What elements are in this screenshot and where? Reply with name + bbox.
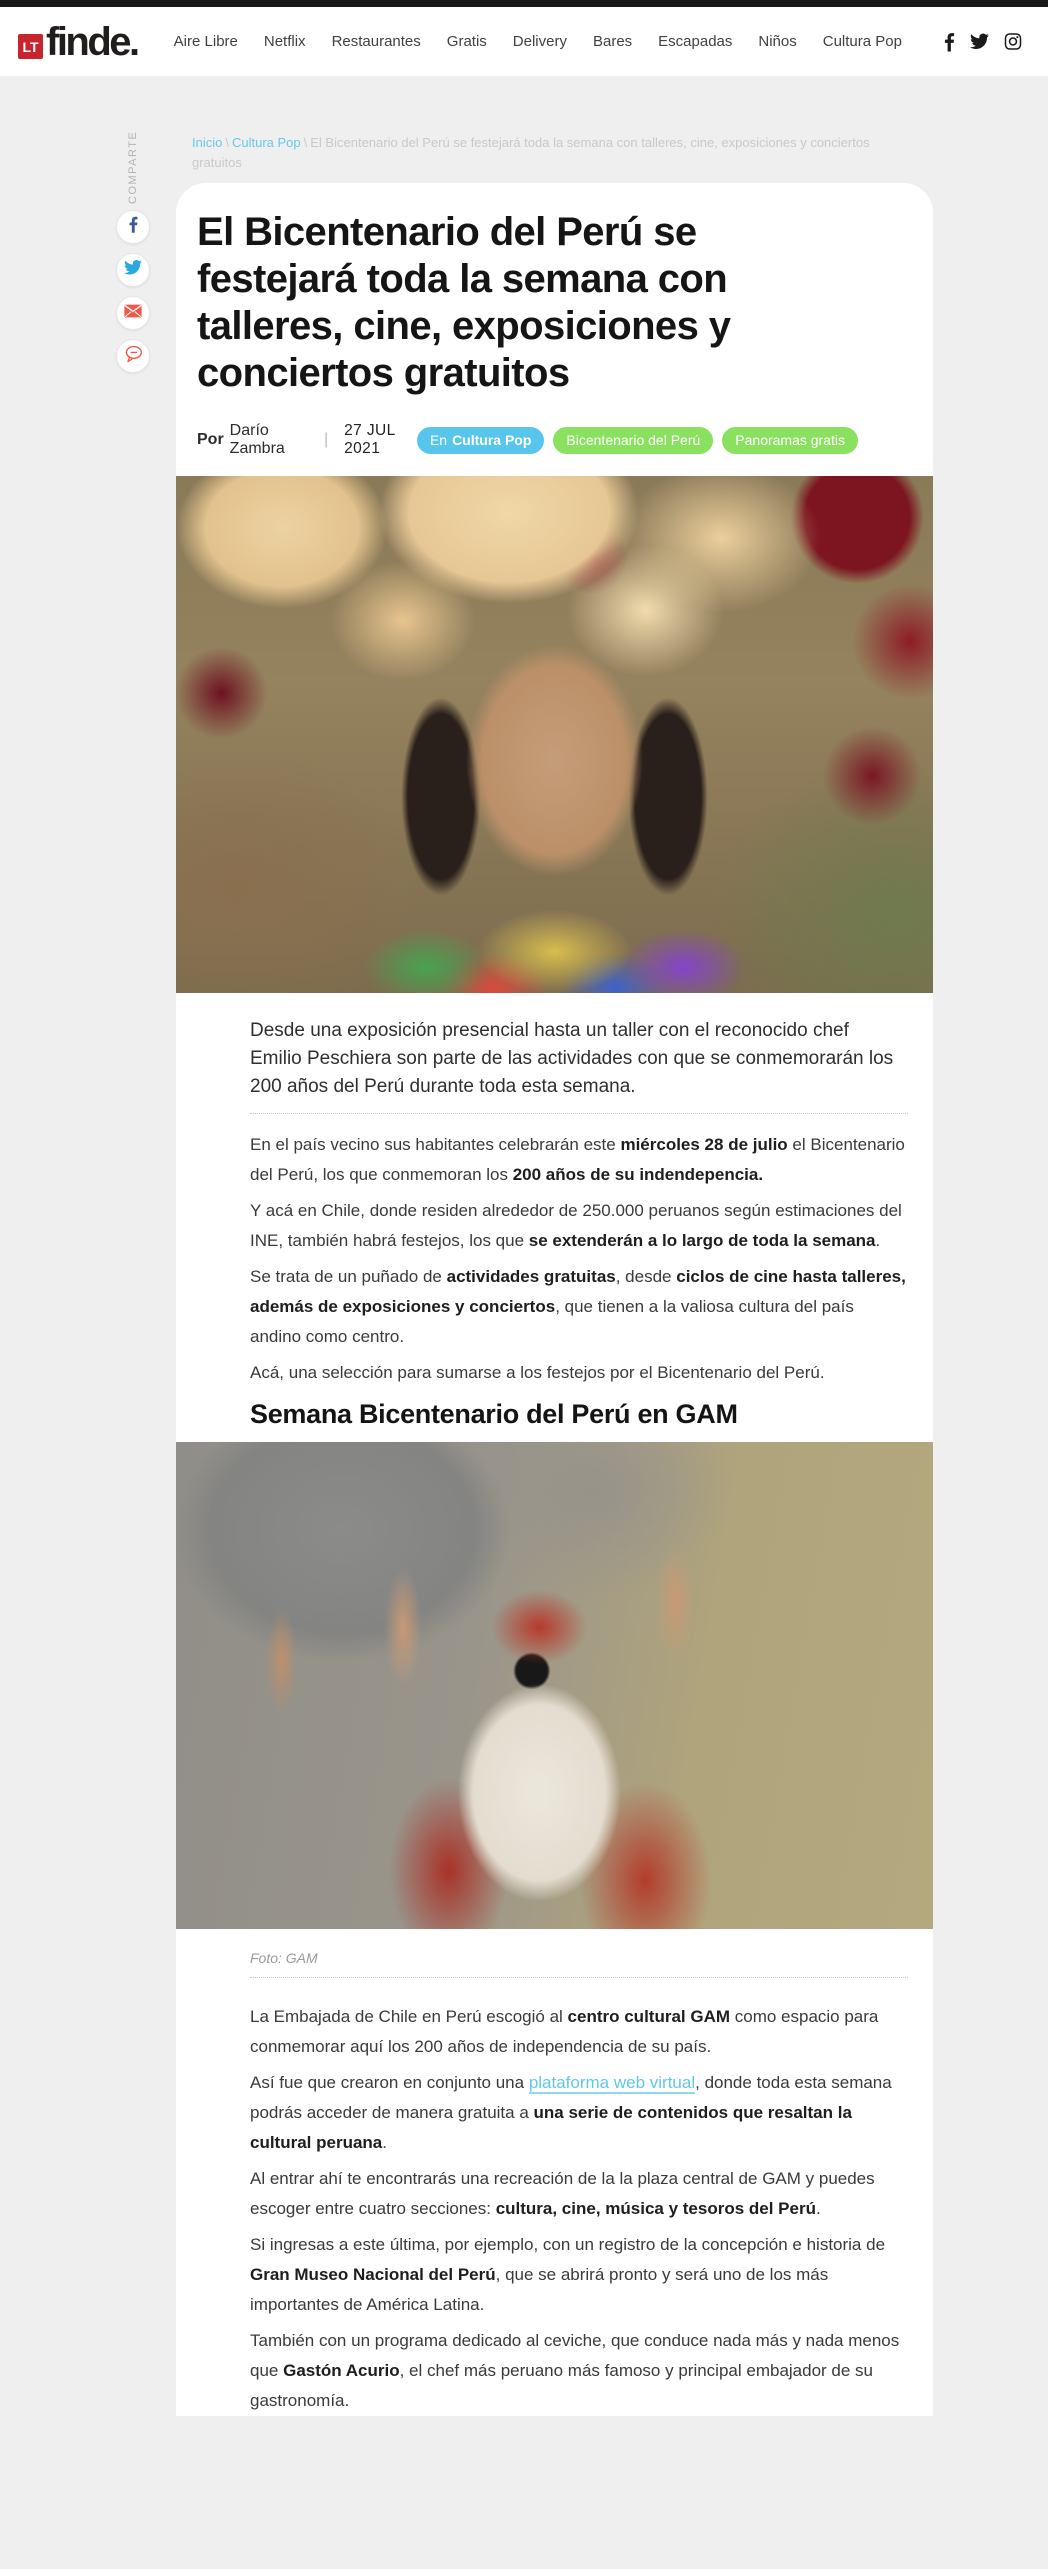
site-header	[0, 7, 1048, 76]
nav-item-ninos[interactable]: Niños	[758, 33, 797, 50]
share-facebook-button[interactable]	[116, 210, 150, 244]
byline-prefix: Por	[197, 431, 224, 448]
tag-panoramas-gratis[interactable]	[722, 427, 858, 454]
logo-wordmark: finde.	[46, 19, 138, 64]
article-paragraph	[250, 1196, 908, 1256]
article-card	[176, 183, 933, 2416]
bold-text: actividades gratuitas	[446, 1267, 616, 1286]
section-heading: Semana Bicentenario del Perú en GAM	[250, 1399, 738, 1429]
breadcrumb-separator: \	[225, 135, 229, 150]
text-segment: La Embajada de Chile en Perú escogió al	[250, 2007, 568, 2026]
twitter-icon[interactable]	[970, 34, 989, 50]
article-body-bottom	[176, 1949, 933, 2416]
article-paragraph	[250, 2326, 908, 2416]
header-social-links	[944, 32, 1022, 51]
nav-item-gratis[interactable]: Gratis	[446, 33, 487, 50]
text-segment: el Bicentenario del Perú, los que conmemoran los	[250, 1135, 905, 1184]
site-logo[interactable]	[18, 19, 138, 64]
text-segment: En el país vecino sus habitantes celebrarán este	[250, 1135, 621, 1154]
nav-item-restaurantes[interactable]: Restaurantes	[331, 33, 421, 50]
tag-label: Panoramas gratis	[735, 432, 845, 448]
article-paragraph	[250, 2068, 908, 2158]
share-twitter-button[interactable]	[116, 253, 150, 287]
breadcrumb-section-link[interactable]: Cultura Pop	[231, 135, 301, 150]
share-comment-button[interactable]	[116, 339, 150, 373]
nav-item-aire-libre[interactable]: Aire Libre	[173, 33, 238, 50]
photo-gam-dancers	[176, 1442, 933, 1929]
instagram-icon[interactable]	[1004, 33, 1022, 51]
tag-prefix: En	[429, 432, 448, 448]
breadcrumb-separator: \	[303, 135, 308, 150]
top-black-bar	[0, 0, 1048, 7]
nav-item-escapadas[interactable]: Escapadas	[658, 33, 733, 50]
photo-caption: Foto: GAM	[250, 1950, 318, 1966]
author-name[interactable]: Darío Zambra	[229, 422, 285, 457]
text-segment: , donde toda esta semana podrás acceder de manera gratuita a	[250, 2073, 892, 2122]
share-email-button[interactable]	[116, 296, 150, 330]
nav-item-delivery[interactable]: Delivery	[512, 33, 567, 50]
bold-text: Gastón Acurio	[283, 2361, 400, 2380]
article-paragraphs	[250, 2002, 908, 2416]
tag-label: Bicentenario del Perú	[566, 432, 701, 448]
text-segment: .	[382, 2133, 387, 2152]
facebook-icon	[129, 216, 138, 238]
tag-label: Cultura Pop	[452, 432, 532, 448]
nav-item-bares[interactable]: Bares	[592, 33, 633, 50]
bold-text: una serie de contenidos que resaltan la cultural peruana	[250, 2103, 852, 2152]
byline-row	[197, 422, 911, 458]
share-rail-label: COMPARTE	[127, 130, 139, 204]
tag-cultura-pop[interactable]	[417, 427, 544, 454]
article-body-top	[176, 1017, 933, 1430]
dotted-divider	[250, 1977, 908, 1978]
article-paragraph	[250, 2230, 908, 2320]
byline	[197, 422, 417, 458]
article-paragraph	[250, 2002, 908, 2062]
twitter-icon	[124, 260, 142, 280]
hero-photo-woman-flower-headdress	[176, 476, 933, 993]
main-nav	[174, 33, 902, 50]
tag-bicentenario-del-peru[interactable]	[553, 427, 713, 454]
facebook-icon[interactable]	[944, 32, 955, 51]
text-segment: como espacio para conmemorar aquí los 200 años de independencia de su país.	[250, 2007, 879, 2056]
text-segment: Acá, una selección para sumarse a los festejos por el Bicentenario del Perú.	[250, 1363, 825, 1382]
nav-item-netflix[interactable]: Netflix	[263, 33, 306, 50]
text-segment: Si ingresas a este última, por ejemplo, con un registro de la concepción e historia de	[250, 2235, 886, 2254]
text-segment: .	[815, 2199, 821, 2218]
text-segment: También con un programa dedicado al ceviche, que conduce nada más y nada menos que	[250, 2331, 900, 2380]
page-content	[0, 76, 1048, 2416]
dotted-divider	[250, 1113, 908, 1114]
byline-separator: |	[323, 431, 329, 448]
breadcrumb-home-link[interactable]: Inicio	[192, 135, 223, 150]
comment-icon	[124, 345, 143, 368]
email-icon	[124, 304, 142, 323]
text-segment: , que se abrirá pronto y será uno de los más importantes de América Latina.	[250, 2265, 829, 2314]
bold-text: cultura, cine, música y tesoros del Perú	[495, 2199, 816, 2218]
inline-link[interactable]: plataforma web virtual	[528, 2073, 696, 2092]
article-paragraph	[250, 2164, 908, 2224]
lt-logo-badge: LT	[18, 34, 43, 59]
text-segment: .	[875, 1231, 881, 1250]
text-segment: Así fue que crearon en conjunto una	[250, 2073, 529, 2092]
tag-list	[417, 427, 858, 454]
bold-text: 200 años de su indendepencia.	[512, 1165, 764, 1184]
article-header	[176, 183, 933, 458]
article-title: El Bicentenario del Perú se festejará toda la semana con talleres, cine, exposiciones y conciertos gratuitos	[197, 210, 731, 395]
bold-text: centro cultural GAM	[567, 2007, 731, 2026]
text-segment: Se trata de un puñado de	[250, 1267, 447, 1286]
bold-text: miércoles 28 de julio	[620, 1135, 788, 1154]
article-paragraph	[250, 1358, 908, 1388]
text-segment: Al entrar ahí te encontrarás una recreación de la la plaza central de GAM y puedes escoger entre cuatro secciones:	[250, 2169, 875, 2218]
bold-text: ciclos de cine hasta talleres, además de exposiciones y conciertos	[250, 1267, 906, 1316]
article-paragraph	[250, 1130, 908, 1190]
article-paragraph	[250, 1262, 908, 1352]
text-segment: , el chef más peruano más famoso y principal embajador de su gastronomía.	[250, 2361, 874, 2410]
breadcrumb-current: El Bicentenario del Perú se festejará toda la semana con talleres, cine, exposiciones y conciertos gratuitos	[192, 135, 870, 170]
share-rail	[112, 130, 154, 382]
article-lead: Desde una exposición presencial hasta un taller con el reconocido chef Emilio Peschiera son parte de las actividades con que se conmemorarán los 200 años del Perú durante toda esta semana.	[250, 1020, 894, 1097]
publish-date: 27 JUL 2021	[344, 422, 396, 457]
nav-item-cultura-pop[interactable]: Cultura Pop	[822, 33, 902, 50]
bold-text: Gran Museo Nacional del Perú	[250, 2265, 496, 2284]
bold-text: se extenderán a lo largo de toda la semana	[528, 1231, 876, 1250]
article-paragraphs	[250, 1130, 908, 1388]
text-segment: Y acá en Chile, donde residen alrededor de 250.000 peruanos según estimaciones del INE, también habrá festejos, los que	[250, 1201, 902, 1250]
text-segment: , que tienen a la valiosa cultura del país andino como centro.	[250, 1297, 854, 1346]
text-segment: , desde	[615, 1267, 677, 1286]
